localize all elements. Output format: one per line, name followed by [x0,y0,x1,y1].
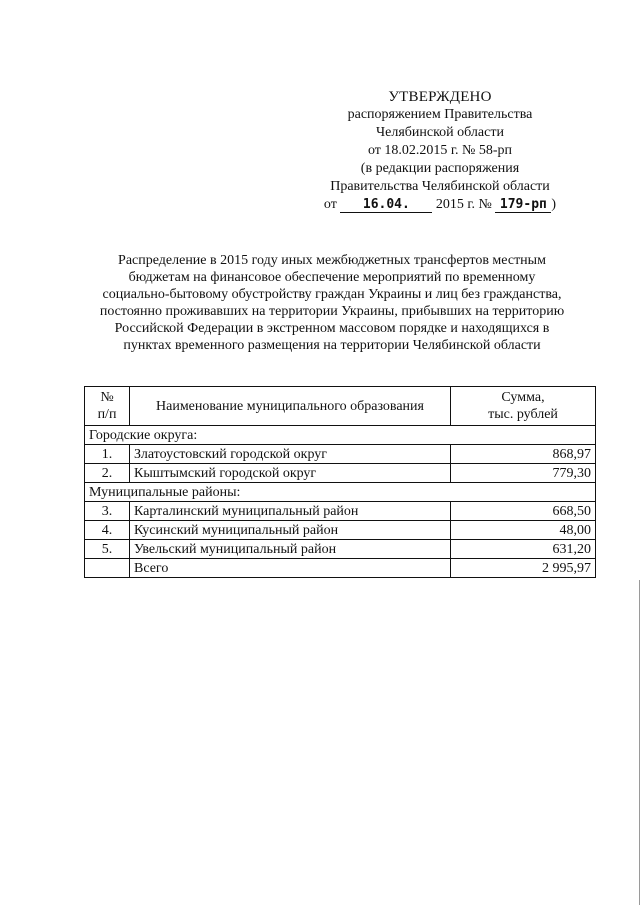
table-row [85,464,596,483]
row-sum: 631,20 [451,540,596,559]
approval-closing-paren: ) [551,197,557,212]
row-sum: 779,30 [451,464,596,483]
group-label: Городские округа: [85,426,596,445]
row-num: 4. [85,521,130,540]
table-row [85,445,596,464]
allocation-table [84,386,596,578]
header-num [85,387,130,426]
row-sum: 668,50 [451,502,596,521]
group-row [85,483,596,502]
row-name: Кусинский муниципальный район [130,521,451,540]
row-name: Увельский муниципальный район [130,540,451,559]
table-header-row [85,387,596,426]
total-num [85,559,130,578]
heading-line-2: бюджетам на финансовое обеспечение мероприятий по временному [128,270,536,285]
row-name: Златоустовский городской округ [130,445,451,464]
approval-date-prefix: от [323,197,337,212]
table-row [85,540,596,559]
handwritten-date: 16.04. [340,198,432,213]
header-sum-line-1: Сумма, [501,390,545,405]
heading-line-4: постоянно проживавших на территории Украины, прибывших на территорию [99,304,565,319]
header-sum [451,387,596,426]
total-sum: 2 995,97 [451,559,596,578]
row-sum: 48,00 [451,521,596,540]
row-num: 2. [85,464,130,483]
group-row [85,426,596,445]
table-row [85,502,596,521]
total-label: Всего [130,559,451,578]
row-num: 1. [85,445,130,464]
header-name: Наименование муниципального образования [130,387,451,426]
group-label: Муниципальные районы: [85,483,596,502]
approval-line-5: Правительства Челябинской области [330,179,550,194]
header-num-line-2: п/п [97,407,117,422]
heading-line-3: социально-бытовому обустройству граждан Украины и лиц без гражданства, [102,287,562,302]
approval-stamp [290,88,590,214]
handwritten-number: 179-рп [495,198,551,213]
document-heading [82,252,582,354]
approval-line-2: Челябинской области [376,125,504,140]
approval-title: УТВЕРЖДЕНО [388,89,492,105]
table-row [85,521,596,540]
heading-line-5: Российской Федерации в экстренном массовом порядке и находящихся в [114,321,550,336]
total-row [85,559,596,578]
heading-line-1: Распределение в 2015 году иных межбюджетных трансфертов местным [118,253,546,268]
header-sum-line-2: тыс. рублей [488,407,558,422]
heading-line-6: пунктах временного размещения на территории Челябинской области [123,338,541,353]
approval-line-4: (в редакции распоряжения [360,161,520,176]
approval-line-6 [290,196,590,214]
header-num-line-1: № [100,390,114,405]
row-num: 5. [85,540,130,559]
approval-line-3: от 18.02.2015 г. № 58-рп [367,143,513,158]
row-sum: 868,97 [451,445,596,464]
row-name: Кыштымский городской округ [130,464,451,483]
approval-year-text: 2015 г. № [435,197,492,212]
row-name: Карталинский муниципальный район [130,502,451,521]
approval-line-1: распоряжением Правительства [347,107,533,122]
row-num: 3. [85,502,130,521]
